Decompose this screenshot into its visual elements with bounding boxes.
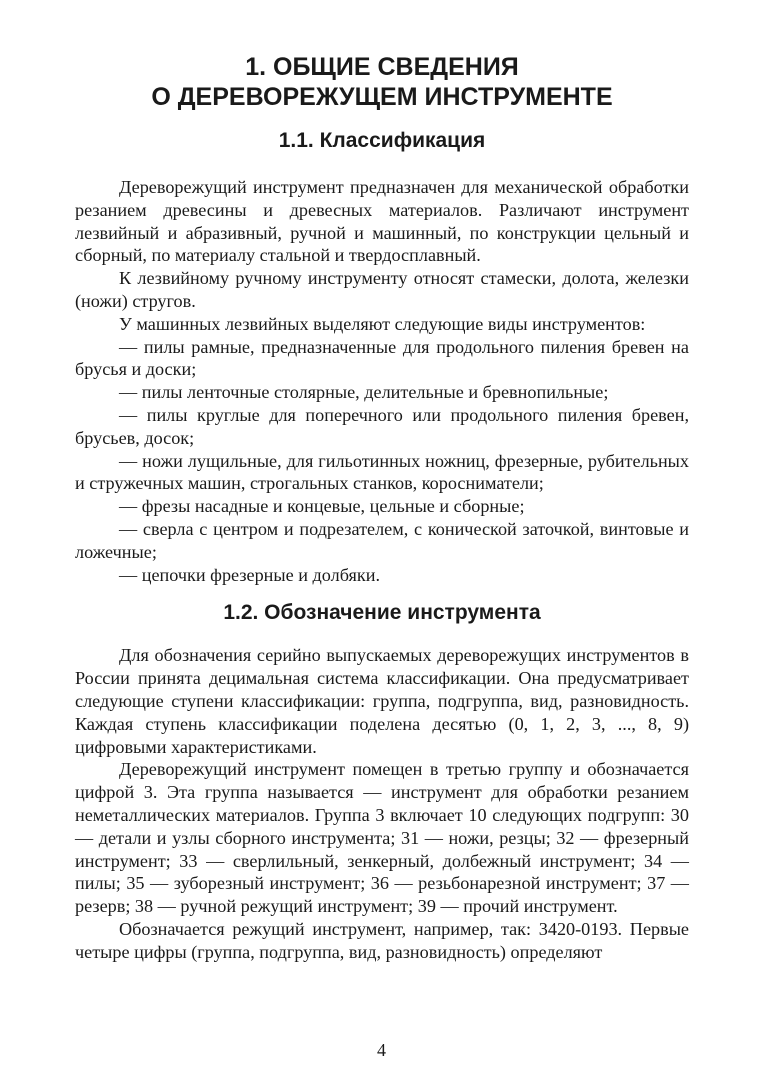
section-1-title: 1.1. Классификация <box>278 129 486 152</box>
list-item: — ножи лущильные, для гильотинных ножниц, фрезерные, рубительных и стружечных машин, строгальных станков, коросниматели; <box>75 450 689 494</box>
paragraph: К лезвийному ручному инструменту относят стамески, долота, железки (ножи) стругов. <box>75 268 689 311</box>
list-item: — цепочки фрезерные и долбяки. <box>119 564 381 585</box>
paragraph: У машинных лезвийных выделяют следующие виды инструментов: <box>119 313 646 334</box>
paragraph: Для обозначения серийно выпускаемых дереворежущих инструментов в России принята децимальная система классификации. Она предусматривает следующие ступени классификации: группа, подгруппа, вид, разновидность. Каждая ступень классификации поделена десятью (0, 1, 2, 3, ..., 8, 9) цифровыми характеристиками. <box>75 645 689 757</box>
section-2-body <box>75 644 689 963</box>
list-item: — фрезы насадные и концевые, цельные и сборные; <box>119 496 525 517</box>
list-item: — пилы ленточные столярные, делительные и бревнопильные; <box>119 382 609 403</box>
chapter-title-line-2: О ДЕРЕВОРЕЖУЩЕМ ИНСТРУМЕНТЕ <box>151 83 613 111</box>
paragraph: Обозначается режущий инструмент, например, так: 3420-0193. Первые четыре цифры (группа, подгруппа, вид, разновидность) определяют <box>75 918 689 962</box>
page <box>75 52 689 964</box>
section-1-body <box>75 176 689 586</box>
section-2-title: 1.2. Обозначение инструмента <box>223 601 541 625</box>
list-item: — пилы круглые для поперечного или продольного пиления бревен, брусьев, досок; <box>75 404 689 448</box>
paragraph: Дереворежущий инструмент помещен в третью группу и обозначается цифрой 3. Эта группа называется — инструмент для обработки резанием неметаллических материалов. Группа 3 включает 10 следующих подгрупп: 30 — детали и узлы сборного инструмента; 31 — ножи, резцы; 32 — фрезерный инструмент; 33 — сверлильный, зенкерный, долбежный инструмент; 34 — пилы; 35 — зуборезный инструмент; 36 — резьбонарезной инструмент; 37 — резерв; 38 — ручной режущий инструмент; 39 — прочий инструмент. <box>75 759 689 917</box>
page-number: 4 <box>377 1040 386 1060</box>
list-item: — пилы рамные, предназначенные для продольного пиления бревен на брусья и доски; <box>75 336 689 380</box>
chapter-title-line-1: 1. ОБЩИЕ СВЕДЕНИЯ <box>245 53 519 81</box>
paragraph: Дереворежущий инструмент предназначен для механической обработки резанием древесины и древесных материалов. Различают инструмент лезвийный и абразивный, ручной и машинный, по конструкции цельный и сборный, по материалу стальной и твердосплавный. <box>75 177 689 266</box>
chapter-title <box>75 52 689 112</box>
list-item: — сверла с центром и подрезателем, с конической заточкой, винтовые и ложечные; <box>75 518 689 562</box>
